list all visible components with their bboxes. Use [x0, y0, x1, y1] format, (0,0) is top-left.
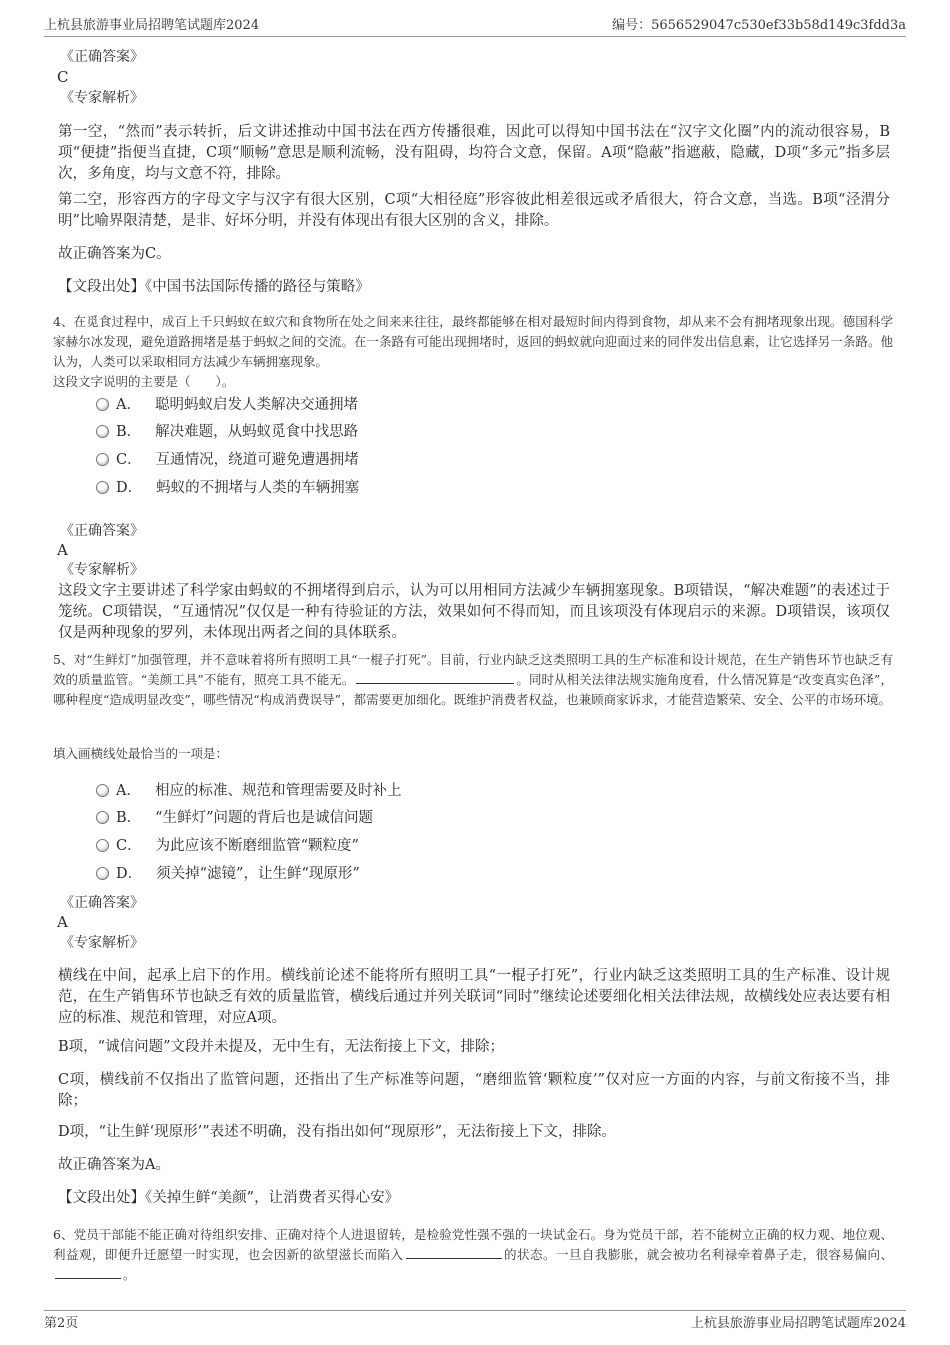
option-letter: C． [116, 452, 142, 468]
option-c[interactable] [96, 450, 359, 470]
answer-label: 《正确答案》 [60, 49, 144, 65]
stem-part: 6、党员干部能不能正确对待组织安排、正确对待个人进退留转，是检验党性强不强的一块试金石。身为党员干部，若不能树立正确的权力观、地位观、利益观，即便升迁愿望一时实现，也会因新的欲望滋长而陷入 [53, 1227, 893, 1262]
answer-label: 《正确答案》 [60, 523, 144, 539]
option-text: 互通情况，绕道可避免遭遇拥堵 [155, 452, 359, 468]
option-b[interactable] [96, 808, 373, 828]
option-letter: B． [116, 810, 142, 826]
question-stem: 4、在觅食过程中，成百上千只蚂蚁在蚁穴和食物所在处之间来来往往，最终都能够在相对最短时间内得到食物，却从来不会有拥堵现象出现。德国科学家赫尔冰发现，避免道路拥堵是基于蚂蚁之间的交流。在一条路有可能出现拥堵时，返回的蚂蚁就向迎面过来的同伴发出信息素，让它选择另一条路。他认为，人类可以采取相同方法减少车辆拥塞现象。 [53, 314, 893, 369]
fill-blank [55, 1266, 121, 1279]
header-divider [44, 36, 906, 37]
question-stem [53, 650, 893, 710]
analysis-paragraph: 这段文字主要讲述了科学家由蚂蚁的不拥堵得到启示，认为可以用相同方法减少车辆拥塞现象。B项错误，“解决难题”的表述过于笼统。C项错误，“互通情况”仅仅是一种有待验证的方法，效果如何不得而知，而且该项没有体现启示的来源。D项错误，该项仅仅是两种现象的罗列，未体现出两者之间的具体联系。 [58, 583, 890, 641]
radio-icon[interactable] [96, 453, 109, 466]
answer-label: 《正确答案》 [60, 895, 144, 911]
analysis-paragraph: C项，横线前不仅指出了监管问题，还指出了生产标准等问题，“磨细监管‘颗粒度’”仅对应一方面的内容，与前文衔接不当，排除； [58, 1072, 890, 1109]
question-prompt: 这段文字说明的主要是（ ）。 [53, 374, 235, 389]
answer-value: A [57, 913, 68, 931]
fill-blank [406, 1246, 502, 1259]
option-a[interactable] [96, 781, 401, 801]
answer-value: A [57, 541, 68, 559]
radio-icon[interactable] [96, 811, 109, 824]
option-a[interactable] [96, 395, 358, 415]
radio-icon[interactable] [96, 784, 109, 797]
footer-title: 上杭县旅游事业局招聘笔试题库2024 [690, 1316, 906, 1331]
option-letter: A． [116, 783, 141, 799]
header-code: 编号：5656529047c530ef33b58d149c3fdd3a [612, 18, 906, 33]
question-prompt: 填入画横线处最恰当的一项是： [53, 746, 229, 761]
option-b[interactable] [96, 422, 358, 442]
analysis-paragraph: 第一空，“然而”表示转折，后文讲述推动中国书法在西方传播很难，因此可以得知中国书法在“汉字文化圈”内的流动很容易，B项“便捷”指便当直捷，C项“顺畅”意思是顺利流畅，没有阻碍，均符合文意，保留。A项“隐蔽”指遮蔽，隐藏，D项“多元”指多层次，多角度，均与文意不符，排除。 [58, 124, 890, 182]
analysis-conclusion: 故正确答案为C。 [58, 246, 171, 262]
analysis-label: 《专家解析》 [60, 935, 144, 951]
option-text: 须关掉“滤镜”，让生鲜“现原形” [156, 866, 360, 882]
analysis-paragraph: 横线在中间，起承上启下的作用。横线前论述不能将所有照明工具“一棍子打死”，行业内缺乏这类照明工具的生产标准、设计规范，在生产销售环节也缺乏有效的质量监管，横线后通过并列关联词“同时”继续论述要细化相关法律法规，故横线处应表达要有相应的标准、规范和管理，对应A项。 [58, 968, 890, 1026]
option-letter: D． [116, 866, 143, 882]
fill-blank [356, 671, 514, 684]
stem-part: 5、对“生鲜灯”加强管理，并不意味着将所有照明工具“一棍子打死”。目前，行业内缺乏这类照明工具的生产标准和设计规范，在生产销售环节也缺乏有效的质量监管。“美颜工具”不能有，照亮工具不能无。 [53, 652, 893, 687]
analysis-label: 《专家解析》 [60, 90, 144, 106]
analysis-paragraph: D项，“让生鲜‘现原形’”表述不明确，没有指出如何“现原形”，无法衔接上下文，排除。 [58, 1124, 616, 1140]
source-citation: 【文段出处】《关掉生鲜“美颜”，让消费者买得心安》 [58, 1190, 400, 1206]
radio-icon[interactable] [96, 481, 109, 494]
analysis-conclusion: 故正确答案为A。 [58, 1157, 170, 1173]
option-c[interactable] [96, 836, 359, 856]
footer-divider [44, 1310, 906, 1311]
option-d[interactable] [96, 478, 359, 498]
analysis-paragraph: 第二空，形容西方的字母文字与汉字有很大区别，C项“大相径庭”形容彼此相差很远或矛盾很大，符合文意，当选。B项“泾渭分明”比喻界限清楚，是非、好坏分明，并没有体现出有很大区别的含义，排除。 [58, 192, 890, 229]
header-title: 上杭县旅游事业局招聘笔试题库2024 [44, 18, 260, 33]
question-stem [53, 1225, 893, 1285]
option-text: 聪明蚂蚁启发人类解决交通拥堵 [154, 397, 358, 413]
radio-icon[interactable] [96, 839, 109, 852]
radio-icon[interactable] [96, 867, 109, 880]
option-text: “生鲜灯”问题的背后也是诚信问题 [155, 810, 373, 826]
stem-part: 。同时从相关法律法规实施角度看，什么情况算是“改变真实色泽”，哪种程度“造成明显改变”，哪些情况“构成消费误导”，都需要更加细化。既维护消费者权益，也兼顾商家诉求，才能营造繁荣、安全、公平的市场环境。 [53, 672, 893, 707]
option-text: 相应的标准、规范和管理需要及时补上 [154, 783, 402, 799]
answer-value: C [57, 68, 69, 86]
option-letter: C． [116, 838, 142, 854]
option-text: 为此应该不断磨细监管“颗粒度” [155, 838, 359, 854]
option-letter: B． [116, 424, 142, 440]
radio-icon[interactable] [96, 425, 109, 438]
source-citation: 【文段出处】《中国书法国际传播的路径与策略》 [58, 279, 370, 295]
page-number: 第2页 [44, 1316, 79, 1331]
analysis-paragraph: B项，“诚信问题”文段并未提及，无中生有，无法衔接上下文，排除； [58, 1039, 504, 1055]
option-text: 解决难题，从蚂蚁觅食中找思路 [155, 424, 359, 440]
radio-icon[interactable] [96, 398, 109, 411]
option-letter: A． [116, 397, 141, 413]
option-d[interactable] [96, 864, 360, 884]
analysis-label: 《专家解析》 [60, 562, 144, 578]
option-text: 蚂蚁的不拥堵与人类的车辆拥塞 [156, 480, 360, 496]
stem-part: 。 [123, 1267, 136, 1282]
stem-part: 的状态。一旦自我膨胀，就会被功名利禄牵着鼻子走，很容易偏向、 [503, 1247, 893, 1262]
option-letter: D． [116, 480, 143, 496]
